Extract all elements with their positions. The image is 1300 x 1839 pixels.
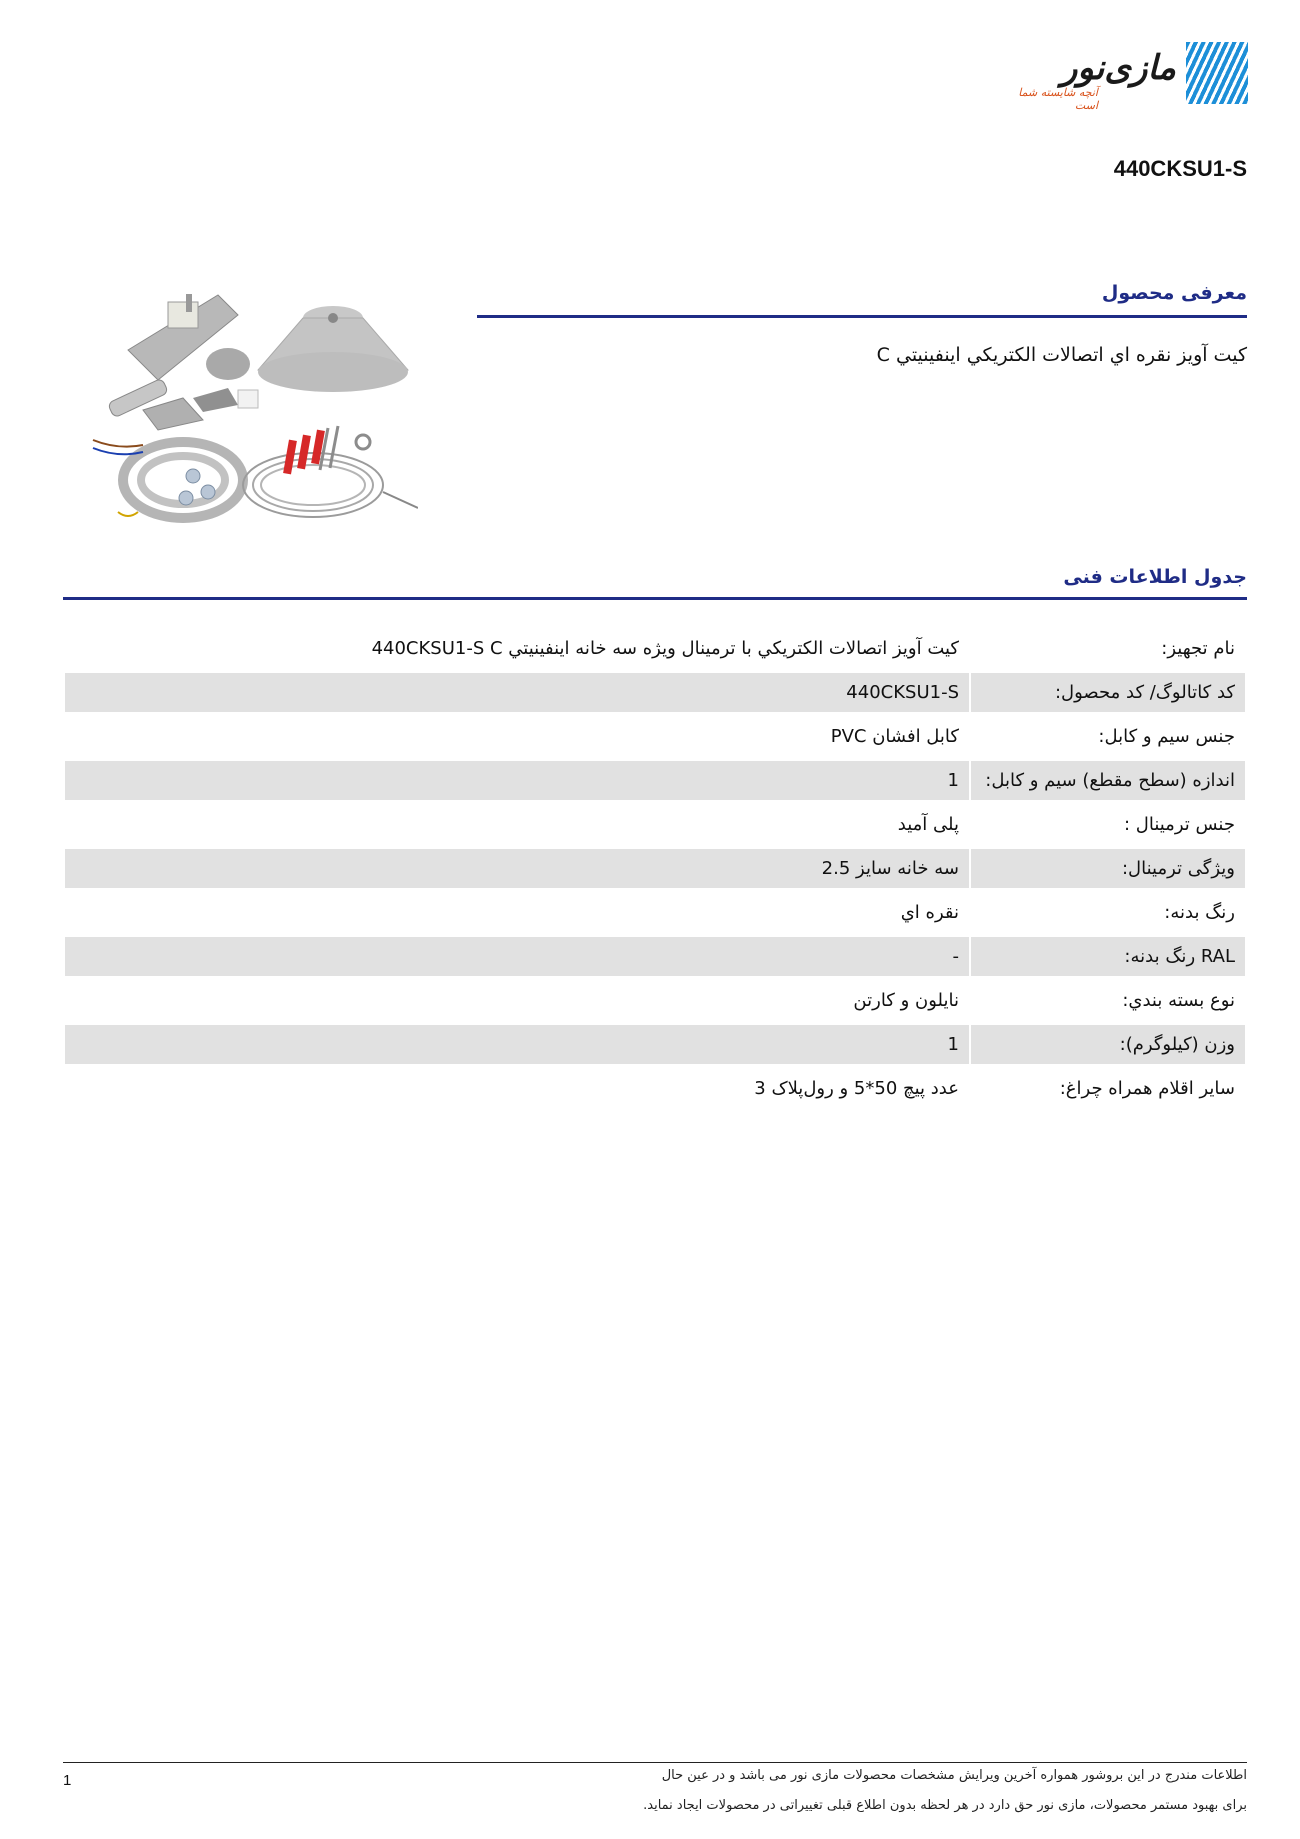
spec-label: RAL رنگ بدنه: (971, 937, 1245, 976)
product-description: کیت آویز نقره اي اتصالات الکتریکي اینفینیتي C (876, 344, 1247, 366)
logo-name: مازی‌نور (1060, 48, 1176, 88)
spec-label: نام تجهیز: (1161, 638, 1235, 659)
spec-value: 1 (65, 1025, 969, 1064)
logo-tagline: آنچه شایسته شما است (1018, 86, 1098, 112)
spec-value: سه خانه سایز 2.5 (65, 849, 969, 888)
spec-value: - (65, 937, 969, 976)
spec-label: اندازه (سطح مقطع) سیم و کابل: (971, 761, 1245, 800)
spec-value: نقره اي (900, 902, 959, 923)
company-logo (1008, 42, 1248, 112)
table-row (65, 805, 1245, 844)
spec-value: کابل افشان PVC (830, 726, 959, 747)
spec-label: جنس ترمینال : (1123, 814, 1235, 835)
page-number: 1 (63, 1772, 72, 1789)
spec-label: کد کاتالوگ/ کد محصول: (971, 673, 1245, 712)
logo-stripes-icon (1186, 42, 1248, 104)
spec-label: جنس سیم و کابل: (1098, 726, 1235, 747)
spec-label: سایر اقلام همراه چراغ: (1059, 1078, 1235, 1099)
tech-divider (63, 597, 1247, 600)
table-row (65, 717, 1245, 756)
spec-label: رنگ بدنه: (1164, 902, 1235, 923)
spec-value: کیت آویز اتصالات الکتریکي با ترمینال ویژه سه خانه اینفینیتي 440CKSU1-S C (371, 638, 959, 659)
product-image (88, 280, 418, 540)
table-row (65, 849, 1245, 888)
table-row (65, 629, 1245, 668)
table-row (65, 673, 1245, 712)
table-row (65, 937, 1245, 976)
intro-divider (477, 315, 1247, 318)
spec-value: پلی آمید (897, 814, 959, 835)
intro-heading: معرفی محصول (1101, 282, 1247, 304)
spec-label: ویژگی ترمینال: (971, 849, 1245, 888)
spec-label: نوع بسته بندي: (1122, 990, 1235, 1011)
table-row (65, 1025, 1245, 1064)
spec-table (63, 624, 1247, 1113)
table-row (65, 1069, 1245, 1108)
tech-heading: جدول اطلاعات فنی (1063, 566, 1247, 588)
spec-value: نایلون و کارتن (853, 990, 959, 1011)
footer-disclaimer-line-1: اطلاعات مندرج در این بروشور همواره آخرین ویرایش مشخصات محصولات مازی نور می باشد و در عین حال (661, 1768, 1247, 1783)
table-row (65, 981, 1245, 1020)
model-code: 440CKSU1-S (1113, 156, 1247, 181)
spec-value: عدد پیچ 50*5 و رول‌پلاک 3 (754, 1078, 959, 1099)
table-row (65, 761, 1245, 800)
footer-disclaimer-line-2: برای بهبود مستمر محصولات، مازی نور حق دارد در هر لحظه بدون اطلاع قبلی تغییراتی در محصولات ایجاد نماید. (643, 1798, 1247, 1813)
table-row (65, 893, 1245, 932)
footer-divider (63, 1762, 1247, 1763)
spec-label: وزن (کیلوگرم): (971, 1025, 1245, 1064)
spec-value: 1 (65, 761, 969, 800)
spec-value: 440CKSU1-S (65, 673, 969, 712)
